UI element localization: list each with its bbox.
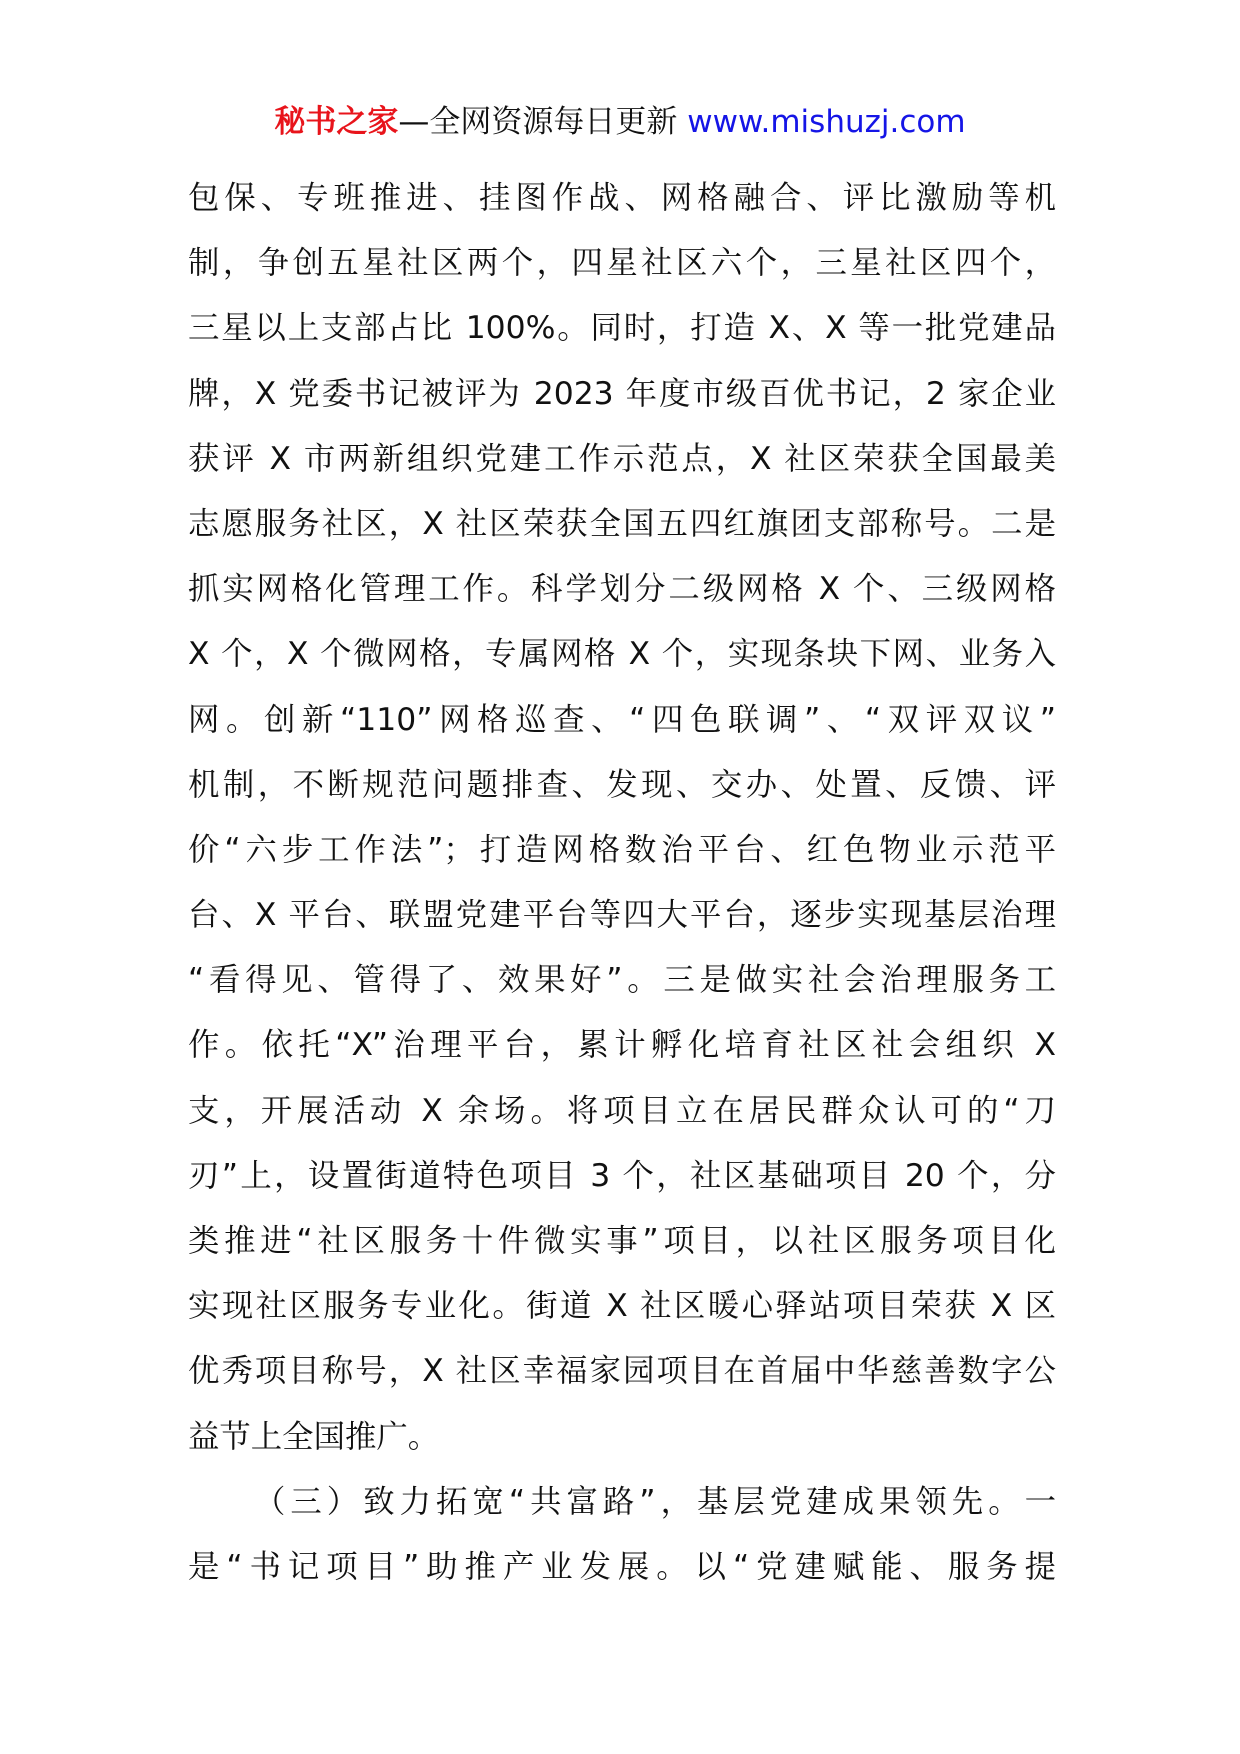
body-line: 制，争创五星社区两个，四星社区六个，三星社区四个， <box>188 245 1056 282</box>
body-line: X 个，X 个微网格，专属网格 X 个，实现条块下网、业务入 <box>188 636 1056 673</box>
body-line: 牌，X 党委书记被评为 2023 年度市级百优书记，2 家企业 <box>188 375 1056 412</box>
body-line: 抓实网格化管理工作。科学划分二级网格 X 个、三级网格 <box>188 571 1056 608</box>
body-line: 包保、专班推进、挂图作战、网格融合、评比激励等机 <box>188 180 1056 216</box>
body-line: 三星以上支部占比 100%。同时，打造 X、X 等一批党建品 <box>188 310 1056 347</box>
body-line: 价“六步工作法”；打造网格数治平台、红色物业示范平 <box>188 831 1056 868</box>
banner-tagline: —全网资源每日更新 <box>398 104 688 140</box>
body-line: 优秀项目称号，X 社区幸福家园项目在首届中华慈善数字公 <box>188 1353 1056 1390</box>
banner-brand: 秘书之家 <box>274 104 399 140</box>
section-heading-line: （三）致力拓宽“共富路”，基层党建成果领先。一 <box>254 1483 1056 1520</box>
body-line: 志愿服务社区，X 社区荣获全国五四红旗团支部称号。二是 <box>188 505 1056 542</box>
body-line: 刃”上，设置街道特色项目 3 个，社区基础项目 20 个，分 <box>188 1157 1056 1194</box>
site-banner <box>0 98 1240 146</box>
body-line: 类推进“社区服务十件微实事”项目，以社区服务项目化 <box>188 1223 1056 1259</box>
body-line: 益节上全国推广。 <box>188 1418 440 1455</box>
body-line: 作。依托“X”治理平台，累计孵化培育社区社会组织 X <box>188 1027 1056 1064</box>
banner-url-link[interactable]: www.mishuzj.com <box>687 104 966 140</box>
body-line: 机制，不断规范问题排查、发现、交办、处置、反馈、评 <box>188 766 1056 803</box>
body-line: 台、X 平台、联盟党建平台等四大平台，逐步实现基层治理 <box>188 897 1056 934</box>
body-line: 网。创新“110”网格巡查、“四色联调”、“双评双议” <box>188 701 1056 738</box>
body-line: 是“书记项目”助推产业发展。以“党建赋能、服务提 <box>188 1548 1056 1585</box>
document-body <box>188 166 1056 1600</box>
body-line: 支，开展活动 X 余场。将项目立在居民群众认可的“刀 <box>188 1092 1056 1129</box>
body-line: 获评 X 市两新组织党建工作示范点，X 社区荣获全国最美 <box>188 440 1056 477</box>
body-line: “看得见、管得了、效果好”。三是做实社会治理服务工 <box>188 962 1056 999</box>
body-line: 实现社区服务专业化。街道 X 社区暖心驿站项目荣获 X 区 <box>188 1288 1056 1325</box>
